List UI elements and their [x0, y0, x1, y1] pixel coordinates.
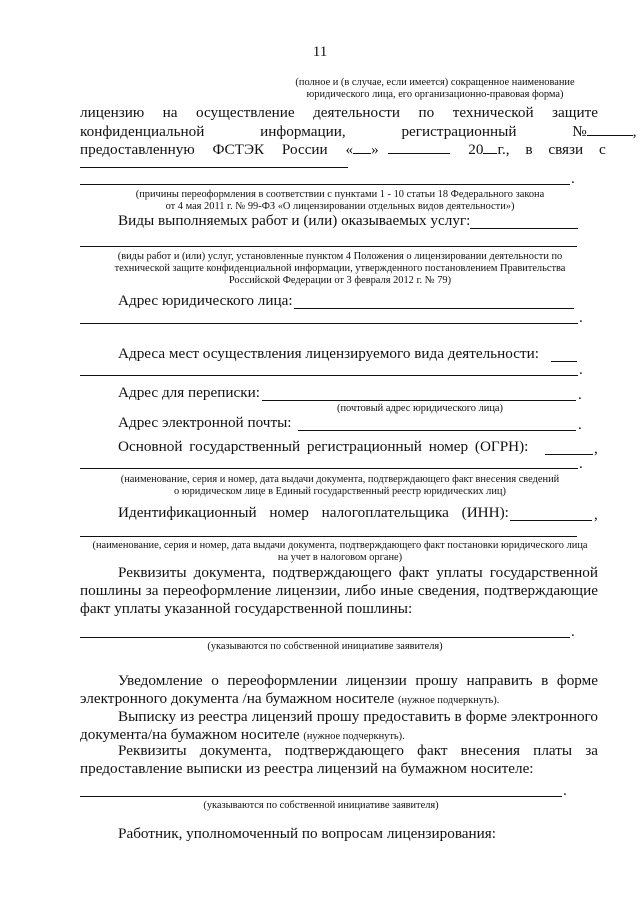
- works-label: Виды выполняемых работ и (или) оказываемых услуг:: [118, 212, 471, 229]
- ogrn-line-2[interactable]: [80, 468, 578, 469]
- extract-choose-hint: (нужное подчеркнуть).: [303, 731, 405, 742]
- works-note-line1: (виды работ и (или) услуг, установленные пунктом 4 Положения о лицензировании деятельности по: [117, 251, 563, 262]
- postal-address-label: Адрес для переписки:: [118, 384, 260, 401]
- intro-line3: [80, 140, 606, 159]
- legal-address-line-2[interactable]: [80, 323, 578, 324]
- legal-address-label: Адрес юридического лица:: [118, 292, 293, 309]
- legal-address-line-1[interactable]: [294, 308, 574, 309]
- email-line[interactable]: [298, 430, 576, 431]
- page-number: 11: [312, 43, 328, 60]
- extract-fee-line[interactable]: [80, 796, 562, 797]
- intro-line2-text: конфиденциальной информации, регистрационный №: [80, 123, 587, 140]
- reasons-note-line1: (причины переоформления в соответствии с пунктами 1 - 10 статьи 18 Федерального закона: [135, 189, 545, 200]
- ogrn-note-line2: о юридическом лице в Единый государственный реестр юридических лиц): [174, 486, 506, 497]
- registration-number-field[interactable]: [587, 122, 633, 136]
- fee-line1: Реквизиты документа, подтверждающего факт уплаты государственной: [118, 564, 598, 581]
- activity-address-label: Адреса мест осуществления лицензируемого вида деятельности:: [118, 345, 539, 362]
- email-label: Адрес электронной почты:: [118, 414, 292, 431]
- works-line-2[interactable]: [80, 246, 577, 247]
- extract-fee-line1: Реквизиты документа, подтверждающего факт внесения платы за: [118, 742, 598, 759]
- intro-line3-quote: »: [371, 141, 379, 158]
- postal-address-dot: .: [578, 386, 582, 403]
- ogrn-note-line1: (наименование, серия и номер, дата выдачи документа, подтверждающего факт внесения сведений: [120, 474, 560, 485]
- intro-line3-text: предоставленную ФСТЭК России «: [80, 141, 354, 158]
- postal-address-line[interactable]: [262, 400, 576, 401]
- fee-line[interactable]: [80, 637, 570, 638]
- header-note-line2: юридического лица, его организационно-правовая форма): [306, 89, 564, 100]
- inn-line-1[interactable]: [510, 520, 592, 521]
- header-note-line1: (полное и (в случае, если имеется) сокращенное наименование: [295, 77, 575, 88]
- intro-line2-comma: ,: [632, 123, 637, 140]
- fee-line2: пошлины за переоформление лицензии, либо иные сведения, подтверждающие: [80, 582, 598, 599]
- inn-line-2[interactable]: [80, 536, 577, 537]
- fee-dot: .: [571, 623, 575, 640]
- intro-line3-end: г., в связи с: [497, 141, 606, 158]
- works-line-1[interactable]: [470, 228, 578, 229]
- notification-choose-hint: (нужное подчеркнуть).: [398, 695, 500, 706]
- employee-label: Работник, уполномоченный по вопросам лицензирования:: [118, 825, 497, 842]
- ogrn-line-1[interactable]: [545, 454, 593, 455]
- intro-line1: лицензию на осуществление деятельности по технической защите: [80, 104, 598, 121]
- fee-line3: факт уплаты указанной государственной пошлины:: [80, 600, 413, 617]
- notification-line1: Уведомление о переоформлении лицензии прошу направить в форме: [118, 672, 598, 689]
- extract-line1: Выписку из реестра лицензий прошу предоставить в форме электронного: [118, 708, 598, 725]
- month-field[interactable]: [388, 140, 450, 154]
- year-field[interactable]: [483, 140, 497, 154]
- reason-line-1[interactable]: [80, 167, 348, 168]
- inn-note-line2: на учет в налоговом органе): [277, 552, 403, 563]
- year-prefix: 20: [468, 141, 484, 158]
- extract-line2-text: документа/на бумажном носителе: [80, 726, 300, 743]
- activity-address-line-2[interactable]: [80, 375, 578, 376]
- day-field[interactable]: [353, 140, 371, 154]
- ogrn-dot: .: [579, 455, 583, 472]
- ogrn-label: Основной государственный регистрационный номер (ОГРН):: [118, 438, 529, 455]
- reasons-note-line2: от 4 мая 2011 г. № 99-ФЗ «О лицензировании отдельных видов деятельности»): [165, 201, 515, 212]
- activity-address-line-1[interactable]: [551, 361, 577, 362]
- works-note-line3: Российской Федерации от 3 февраля 2012 г. № 79): [228, 275, 452, 286]
- inn-comma: ,: [594, 506, 598, 523]
- notification-line2-text: электронного документа /на бумажном носителе: [80, 690, 395, 707]
- ogrn-comma: ,: [594, 440, 598, 457]
- notification-line2: [80, 690, 499, 710]
- extract-fee-note: (указываются по собственной инициативе заявителя): [203, 800, 439, 811]
- fee-note: (указываются по собственной инициативе заявителя): [207, 641, 443, 652]
- reason-line-dot: .: [571, 170, 575, 187]
- inn-note-line1: (наименование, серия и номер, дата выдачи документа, подтверждающего факт постановки юридического лица: [92, 540, 588, 551]
- activity-address-dot: .: [579, 361, 583, 378]
- works-note-line2: технической защите конфиденциальной информации, утвержденного постановлением Правительства: [114, 263, 566, 274]
- extract-fee-line2: предоставление выписки из реестра лицензий на бумажном носителе:: [80, 760, 534, 777]
- email-dot: .: [578, 416, 582, 433]
- intro-line2: [80, 122, 637, 141]
- postal-address-note: (почтовый адрес юридического лица): [337, 403, 503, 414]
- inn-label: Идентификационный номер налогоплательщика (ИНН):: [118, 504, 509, 521]
- reason-line-2[interactable]: [80, 184, 570, 185]
- legal-address-dot: .: [579, 309, 583, 326]
- extract-fee-dot: .: [563, 782, 567, 799]
